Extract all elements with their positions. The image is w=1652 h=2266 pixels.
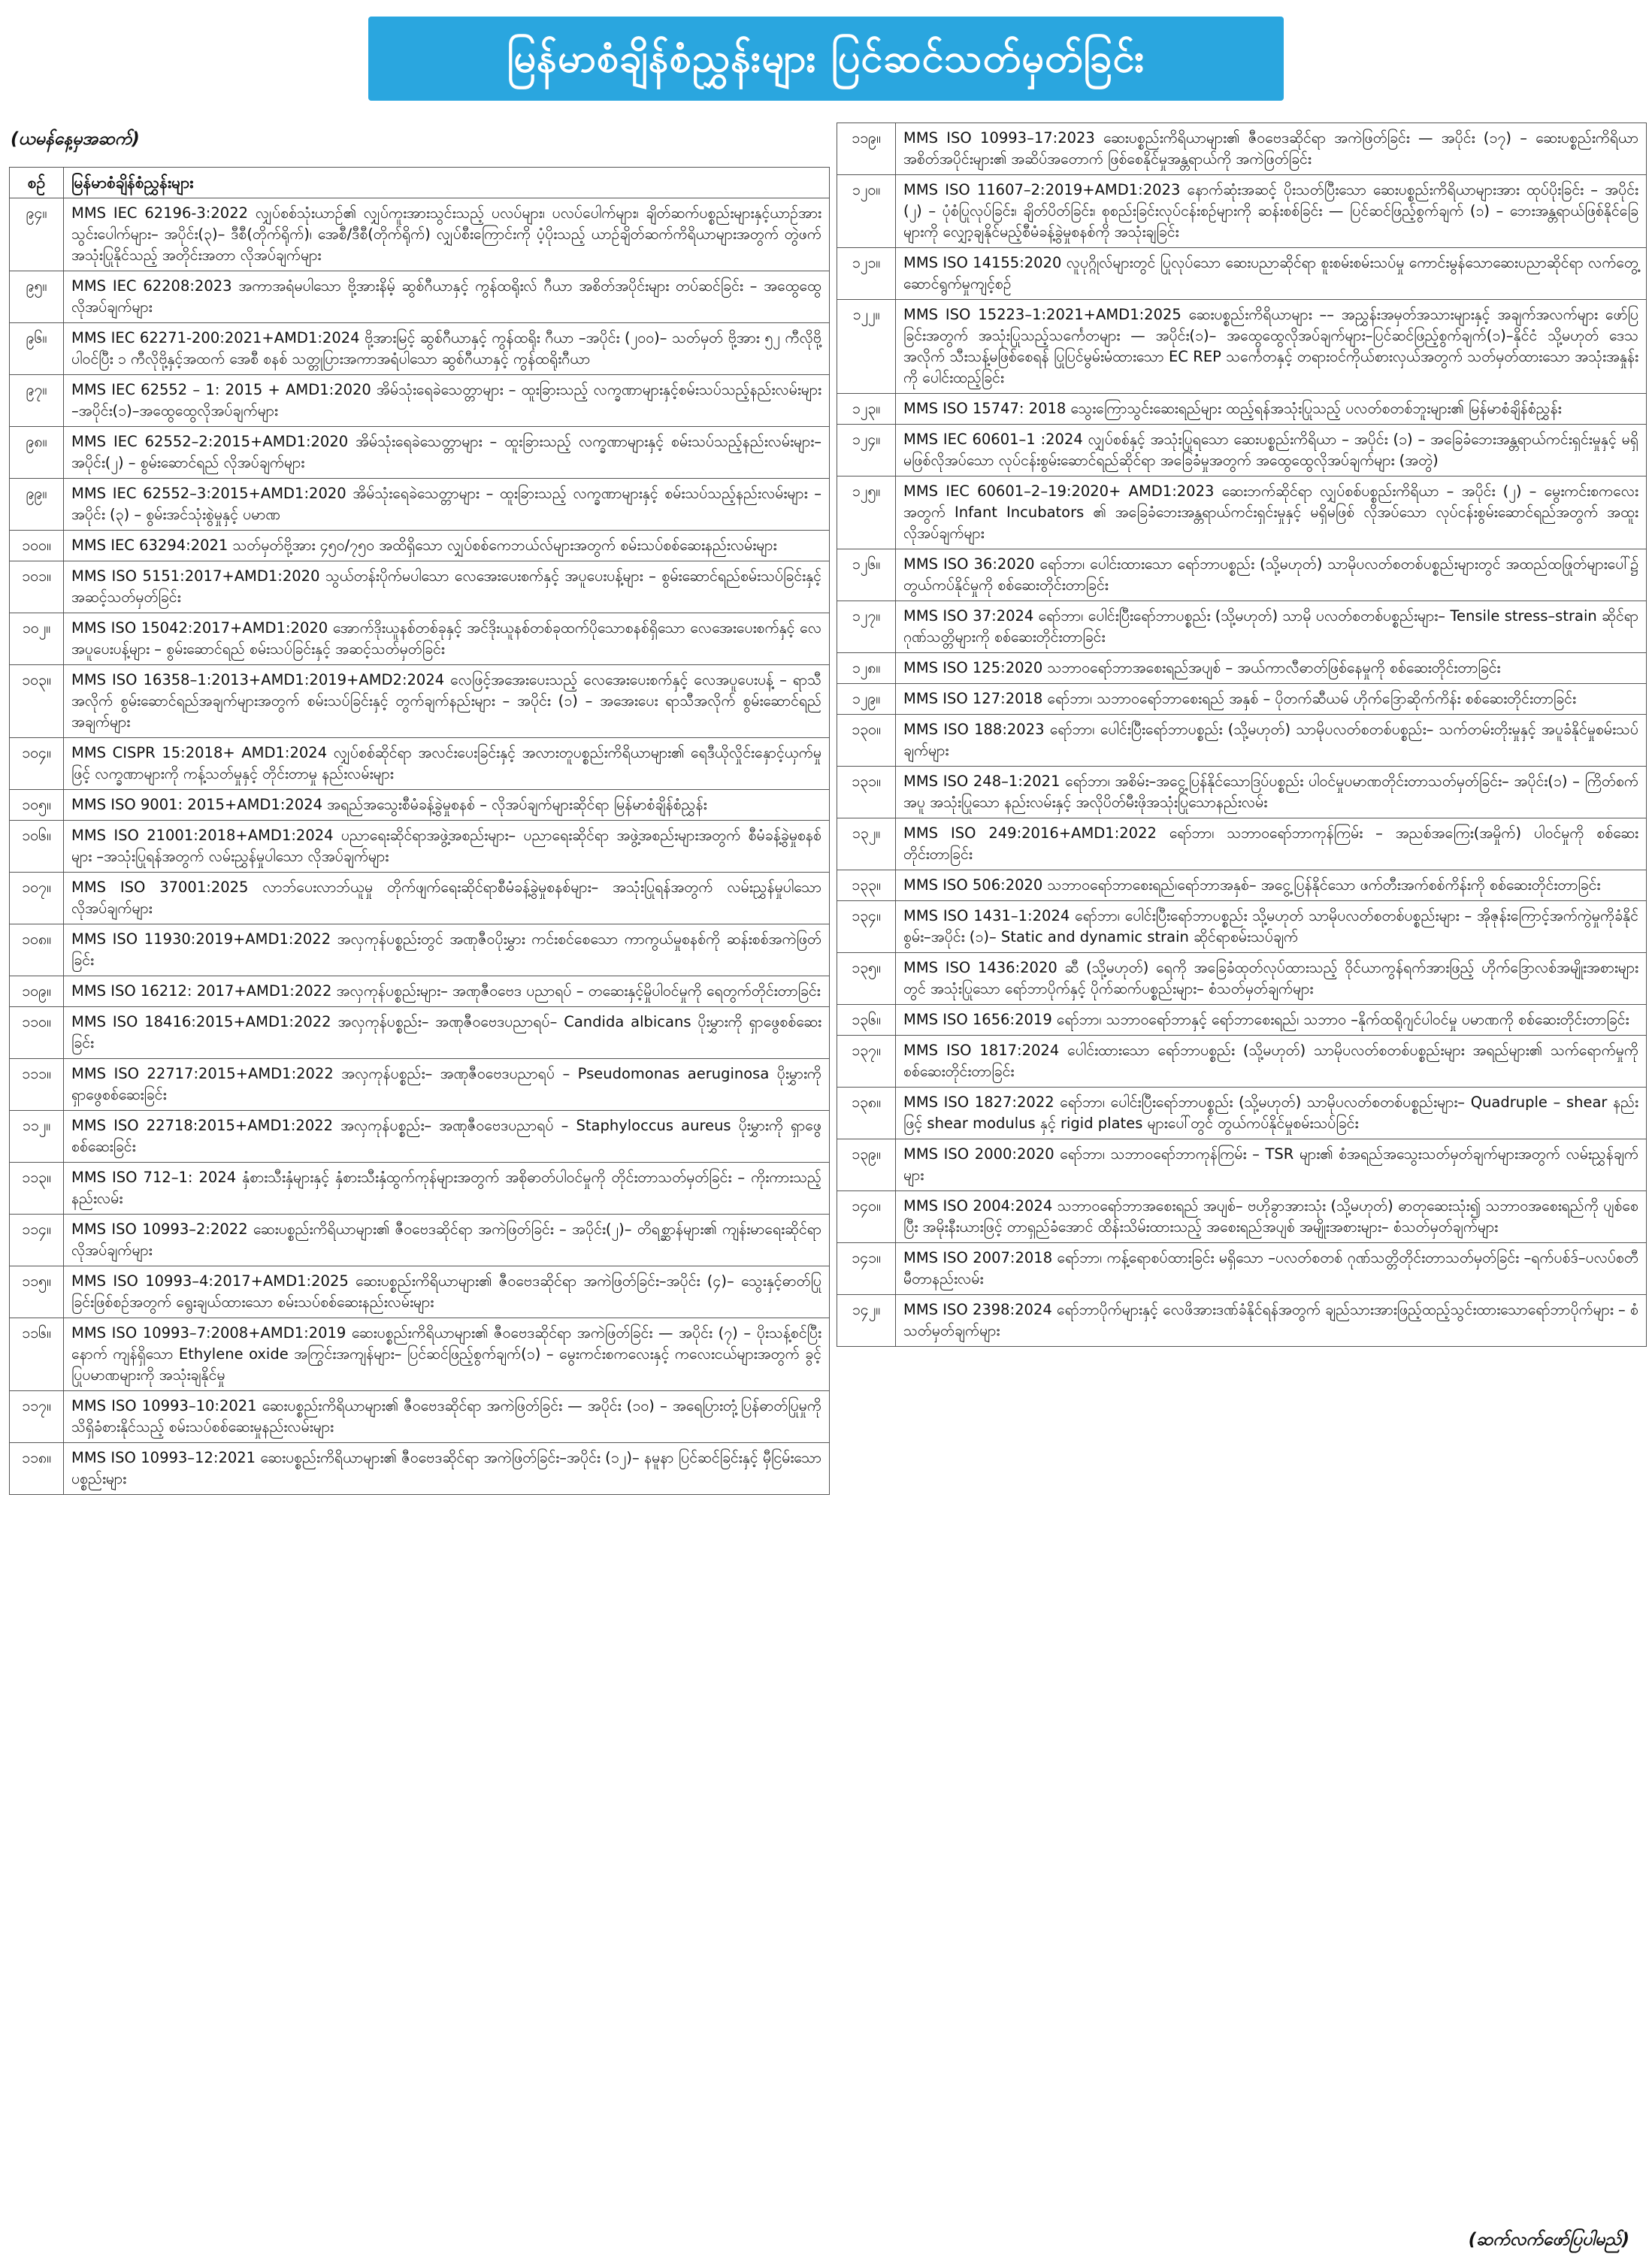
row-number: ၁၁၇။ [10,1391,64,1443]
table-row [10,375,830,427]
row-number: ၁၀၁။ [10,561,64,613]
table-row [10,924,830,976]
page-title-banner: မြန်မာစံချိန်စံညွှန်းများ ပြင်ဆင်သတ်မှတ်ခြင်း [368,17,1284,101]
standard-title: MMS IEC 62196-3:2022 လျှပ်စစ်သုံးယာဉ်၏ လျှပ်ကူးအားသွင်းသည့် ပလပ်များ၊ ပလပ်ပေါက်များ၊ ချိတ်ဆက်ပစ္စည်းများနှင့်ယာဉ်အားသွင်းပေါက်များ– အပိုင်း(၃)– ဒီစီ(တိုက်ရိုက်)၊ အေစီ/ဒီစီ(တိုက်ရိုက်) လျှပ်စီးကြောင်းကို ပံ့ပိုးသည့် ယာဉ်ချိတ်ဆက်ကိရိယာများအတွက် တွဲဖက်အသုံးပြုနိုင်သည့် အတိုင်းအတာ လိုအပ်ချက်များ [64,198,830,271]
table-row [837,300,1647,394]
table-row [10,1318,830,1391]
row-number: ၁၀၆။ [10,821,64,873]
table-row [10,821,830,873]
table-row [837,684,1647,715]
standard-title: MMS ISO 125:2020 သဘာဝရော်ဘာအစေးရည်အပျစ် – အယ်ကာလီဓာတ်ဖြစ်နေမှုကို စစ်ဆေးတိုင်းတာခြင်း [896,653,1647,684]
table-row [837,425,1647,476]
row-number: ၁၂၇။ [837,601,896,653]
table-row [837,601,1647,653]
row-number: ၉၆။ [10,323,64,375]
row-number: ၁၂၅။ [837,476,896,549]
row-number: ၁၁၀။ [10,1007,64,1059]
standard-title: MMS ISO 1431–1:2024 ရော်ဘာ၊ ပေါင်းပြီးရော်ဘာပစ္စည်း သို့မဟုတ် သာမိုပလတ်စတစ်ပစ္စည်းများ – အိုဇုန်းကြောင့်အက်ကွဲမှုကိုခံနိုင်စွမ်း–အပိုင်း (၁)– Static and dynamic strain ဆိုင်ရာစမ်းသပ်ချက် [896,901,1647,953]
row-number: ၁၂၄။ [837,425,896,476]
table-row [10,531,830,561]
standard-title: MMS ISO 16358–1:2013+AMD1:2019+AMD2:2024 လေဖြင့်အအေးပေးသည့် လေအေးပေးစက်နှင့် လေအပူပေးပန့် – ရာသီအလိုက် စွမ်းဆောင်ရည်အချက်များအတွက် စမ်းသပ်ခြင်းနှင့် တွက်ချက်နည်းများ – အပိုင်း (၁) – အအေးပေး ရာသီအလိုက် စွမ်းဆောင်ရည်အချက်များ [64,665,830,738]
standards-table-right [837,123,1647,1347]
row-number: ၁၂၀။ [837,175,896,248]
standard-title: MMS ISO 22717:2015+AMD1:2022 အလှကုန်ပစ္စည်း– အဏုဇီဝဗေဒပညာရပ် – Pseudomonas aeruginosa ပိုးမွှားကို ရှာဖွေစစ်ဆေးခြင်း [64,1059,830,1111]
standard-title: MMS ISO 127:2018 ရော်ဘာ၊ သဘာဝရော်ဘာစေးရည် အနှစ် – ပိုတက်ဆီယမ် ဟိုက်ဒြောဆိုက်ကိန်း စစ်ဆေးတိုင်းတာခြင်း [896,684,1647,715]
row-number: ၉၇။ [10,375,64,427]
standard-title: MMS ISO 10993–7:2008+AMD1:2019 ဆေးပစ္စည်းကိရိယာများ၏ ဇီဝဗေဒဆိုင်ရာ အကဲဖြတ်ခြင်း — အပိုင်း (၇) – ပိုးသန့်စင်ပြီးနောက် ကျန်ရှိသော Ethylene oxide အကြွင်းအကျန်များ– ပြင်ဆင်ဖြည့်စွက်ချက်(၁) – မွေးကင်းစကလေးနှင့် ကလေးငယ်များအတွက် ခွင့်ပြုပမာဏများကို အသုံးချနိုင်မှု [64,1318,830,1391]
standard-title: MMS ISO 11607–2:2019+AMD1:2023 နောက်ဆုံးအဆင့် ပိုးသတ်ပြီးသော ဆေးပစ္စည်းကိရိယာများအား ထုပ်ပိုးခြင်း – အပိုင်း (၂) – ပုံစံပြုလုပ်ခြင်း၊ ချိတ်ပိတ်ခြင်း၊ စုစည်းခြင်းလုပ်ငန်းစဉ်များကို ဆန်းစစ်ခြင်း — ပြင်ဆင်ဖြည့်စွက်ချက် (၁) – ဘေးအန္တရာယ်ဖြစ်နိုင်ခြေများကို လျှော့ချနိုင်မည့်စီမံခန့်ခွဲမှုစနစ်ကို အသုံးချခြင်း [896,175,1647,248]
row-number: ၁၂၉။ [837,684,896,715]
table-row [837,248,1647,300]
standard-title: MMS ISO 37001:2025 လာဘ်ပေးလာဘ်ယူမှု တိုက်ဖျက်ရေးဆိုင်ရာစီမံခန့်ခွဲမှုစနစ်များ– အသုံးပြုရန်အတွက် လမ်းညွှန်မှုပါသောလိုအပ်ချက်များ [64,873,830,924]
standard-title: MMS ISO 1817:2024 ပေါင်းထားသော ရော်ဘာပစ္စည်း (သို့မဟုတ်) သာမိုပလတ်စတစ်ပစ္စည်းများ အရည်များ၏ သက်ရောက်မှုကို စစ်ဆေးတိုင်းတာခြင်း [896,1036,1647,1088]
row-number: ၁၃၉။ [837,1139,896,1191]
standard-title: MMS ISO 37:2024 ရော်ဘာ၊ ပေါင်းပြီးရော်ဘာပစ္စည်း (သို့မဟုတ်) သာမို ပလတ်စတစ်ပစ္စည်းများ– Tensile stress–strain ဆိုင်ရာဂုဏ်သတ္တိများကို စစ်ဆေးတိုင်းတာခြင်း [896,601,1647,653]
row-number: ၁၀၃။ [10,665,64,738]
table-row [837,1005,1647,1036]
row-number: ၁၁၂။ [10,1111,64,1163]
standard-title: MMS ISO 712–1: 2024 နှံစားသီးနှံများနှင့် နှံစားသီးနှံထွက်ကုန်များအတွက် အစိုဓာတ်ပါဝင်မှုကို တိုင်းတာသတ်မှတ်ခြင်း – ကိုးကားသည့်နည်းလမ်း [64,1163,830,1215]
standard-title: MMS ISO 1656:2019 ရော်ဘာ၊ သဘာဝရော်ဘာနှင့် ရော်ဘာစေးရည်၊ သဘာဝ –နိုက်ထရိုဂျင်ပါဝင်မှု ပမာဏကို စစ်ဆေးတိုင်းတာခြင်း [896,1005,1647,1036]
standard-title: MMS IEC 62552–2:2015+AMD1:2020 အိမ်သုံးရေခဲသေတ္တာများ – ထူးခြားသည့် လက္ခဏာများနှင့် စမ်းသပ်သည့်နည်းလမ်းများ– အပိုင်း(၂) – စွမ်းဆောင်ရည် လိုအပ်ချက်များ [64,427,830,479]
table-row [837,653,1647,684]
standard-title: MMS ISO 36:2020 ရော်ဘာ၊ ပေါင်းထားသော ရော်ဘာပစ္စည်း (သို့မဟုတ်) သာမိုပလတ်စတစ်ပစ္စည်းများတွင် အထည်ထဖြုတ်များပေါ်၌ တွယ်ကပ်နိုင်မှုကို စစ်ဆေးတိုင်းတာခြင်း [896,549,1647,601]
standard-title: MMS ISO 2007:2018 ရော်ဘာ၊ ကန့်ရောစပ်ထားခြင်း မရှိသော –ပလတ်စတစ် ဂုဏ်သတ္တိတိုင်းတာသတ်မှတ်ခြင်း –ရက်ပစ်ဒ်–ပလပ်စတီမီတာနည်းလမ်း [896,1243,1647,1295]
table-row [837,394,1647,425]
standard-title: MMS ISO 9001: 2015+AMD1:2024 အရည်အသွေးစီမံခန့်ခွဲမှုစနစ် – လိုအပ်ချက်များဆိုင်ရာ မြန်မာစံချိန်စံညွှန်း [64,790,830,821]
table-row [837,767,1647,818]
standard-title: MMS ISO 10993–12:2021 ဆေးပစ္စည်းကိရိယာများ၏ ဇီဝဗေဒဆိုင်ရာ အကဲဖြတ်ခြင်း–အပိုင်း (၁၂)– နမူနာ ပြင်ဆင်ခြင်းနှင့် မှီငြမ်းသောပစ္စည်းများ [64,1443,830,1495]
standard-title: MMS ISO 10993–2:2022 ဆေးပစ္စည်းကိရိယာများ၏ ဇီဝဗေဒဆိုင်ရာ အကဲဖြတ်ခြင်း – အပိုင်း(၂)– တိရစ္ဆာန်များ၏ ကျန်းမာရေးဆိုင်ရာ လိုအပ်ချက်များ [64,1215,830,1266]
table-row [10,1059,830,1111]
standard-title: MMS IEC 60601–1 :2024 လျှပ်စစ်နှင့် အသုံးပြုရသော ဆေးပစ္စည်းကိရိယာ – အပိုင်း (၁) – အခြေခံဘေးအန္တရာယ်ကင်းရှင်းမှုနှင့် မရှိမဖြစ်လိုအပ်သော လုပ်ငန်းစွမ်းဆောင်ရည်ဆိုင်ရာ အခြေခံမှုအတွက် အထွေထွေလိုအပ်ချက်များ (အတွဲ) [896,425,1647,476]
row-number: ၁၀၈။ [10,924,64,976]
row-number: ၁၂၃။ [837,394,896,425]
table-row [837,1191,1647,1243]
standard-title: MMS ISO 11930:2019+AMD1:2022 အလှကုန်ပစ္စည်းတွင် အဏုဇီဝပိုးမွှား ကင်းစင်စေသော ကာကွယ်မှုစနစ်ကို ဆန်းစစ်အကဲဖြတ်ခြင်း [64,924,830,976]
row-number: ၁၃၁။ [837,767,896,818]
standard-title: MMS ISO 249:2016+AMD1:2022 ရော်ဘာ၊ သဘာဝရော်ဘာကုန်ကြမ်း – အညစ်အကြေး(အမှိုက်) ပါဝင်မှုကို စစ်ဆေးတိုင်းတာခြင်း [896,818,1647,870]
standard-title: MMS ISO 248–1:2021 ရော်ဘာ၊ အစိမ်း–အငွေ့ပြန်နိုင်သောဒြပ်ပစ္စည်း ပါဝင်မှုပမာဏတိုင်းတာသတ်မှတ်ခြင်း– အပိုင်း(၁) – ကြိတ်စက်အပူ အသုံးပြုသော နည်းလမ်းနှင့် အလိုပိတ်မီးဖိုအသုံးပြုသောနည်းလမ်း [896,767,1647,818]
standard-title: MMS IEC 62552 – 1: 2015 + AMD1:2020 အိမ်သုံးရေခဲသေတ္တာများ – ထူးခြားသည့် လက္ခဏာများနှင့်စမ်းသပ်သည့်နည်းလမ်းများ –အပိုင်း(၁)–အထွေထွေလိုအပ်ချက်များ [64,375,830,427]
row-number: ၁၁၁။ [10,1059,64,1111]
standard-title: MMS ISO 18416:2015+AMD1:2022 အလှကုန်ပစ္စည်း– အဏုဇီဝဗေဒပညာရပ်– Candida albicans ပိုးမွှားကို ရှာဖွေစစ်ဆေးခြင်း [64,1007,830,1059]
row-number: ၁၂၁။ [837,248,896,300]
row-number: ၁၄၀။ [837,1191,896,1243]
table-row [10,738,830,790]
row-number: ၁၀၇။ [10,873,64,924]
table-row [837,901,1647,953]
row-number: ၁၁၃။ [10,1163,64,1215]
standard-title: MMS ISO 15223–1:2021+AMD1:2025 ဆေးပစ္စည်းကိရိယာများ –– အညွှန်းအမှတ်အသားများနှင့် အချက်အလက်များ ဖော်ပြခြင်းအတွက် အသုံးပြုသည့်သင်္ကေတများ — အပိုင်း(၁)– အထွေထွေလိုအပ်ချက်များ–ပြင်ဆင်ဖြည့်စွက်ချက်(၁)–နိုင်ငံ သို့မဟုတ် ဒေသအလိုက် သီးသန့်မဖြစ်စေရန် ပြုပြင်မွမ်းမံထားသော EC REP သင်္ကေတနှင့် တရားဝင်ကိုယ်စားလှယ်အတွက် သတ်မှတ်ထားသော အသုံးအနှုန်းကို ပေါင်းထည့်ခြင်း [896,300,1647,394]
row-number: ၉၉။ [10,479,64,531]
row-number: ၁၃၃။ [837,870,896,901]
row-number: ၁၀၀။ [10,531,64,561]
table-row [10,561,830,613]
table-header-row [10,168,830,198]
table-row [837,953,1647,1005]
table-row [10,1266,830,1318]
row-number: ၁၄၁။ [837,1243,896,1295]
table-row [837,476,1647,549]
table-row [10,1215,830,1266]
table-row [837,549,1647,601]
standard-title: MMS ISO 10993–4:2017+AMD1:2025 ဆေးပစ္စည်းကိရိယာများ၏ ဇီဝဗေဒဆိုင်ရာ အကဲဖြတ်ခြင်း–အပိုင်း (၄)– သွေးနှင့်ဓာတ်ပြုခြင်းဖြစ်စဉ်အတွက် ရွေးချယ်ထားသော စမ်းသပ်စစ်ဆေးနည်းလမ်းများ [64,1266,830,1318]
table-row [10,665,830,738]
table-row [10,613,830,665]
standard-title: MMS ISO 22718:2015+AMD1:2022 အလှကုန်ပစ္စည်း– အဏုဇီဝဗေဒပညာရပ် – Staphyloccus aureus ပိုးမွှားကို ရှာဖွေစစ်ဆေးခြင်း [64,1111,830,1163]
table-row [10,323,830,375]
table-row [10,976,830,1007]
row-number: ၁၀၂။ [10,613,64,665]
row-number: ၁၃၄။ [837,901,896,953]
row-number: ၁၁၉။ [837,123,896,175]
standard-title: MMS ISO 2398:2024 ရော်ဘာပိုက်များနှင့် လေဖိအားဒဏ်ခံနိုင်ရန်အတွက် ချည်သားအားဖြည့်ထည့်သွင်းထားသောရော်ဘာပိုက်များ – စံသတ်မှတ်ချက်များ [896,1295,1647,1347]
standard-title: MMS ISO 16212: 2017+AMD1:2022 အလှကုန်ပစ္စည်းများ– အဏုဇီဝဗေဒ ပညာရပ် – တဆေးနှင့်မှိုပါဝင်မှုကို ရေတွက်တိုင်းတာခြင်း [64,976,830,1007]
standard-title: MMS ISO 15042:2017+AMD1:2020 အောက်ဒိုးယူနစ်တစ်ခုနှင့် အင်ဒိုးယူနစ်တစ်ခုထက်ပိုသောစနစ်ရှိသော လေအေးပေးစက်နှင့် လေအပူပေးပန့်များ – စွမ်းဆောင်ရည် စမ်းသပ်ခြင်းနှင့် အဆင့်သတ်မှတ်ခြင်း [64,613,830,665]
row-number: ၁၂၂။ [837,300,896,394]
standard-title: MMS IEC 62552–3:2015+AMD1:2020 အိမ်သုံးရေခဲသေတ္တာများ – ထူးခြားသည့် လက္ခဏာများနှင့် စမ်းသပ်သည့်နည်းလမ်းများ –အပိုင်း (၃) – စွမ်းအင်သုံးစွဲမှုနှင့် ပမာဏ [64,479,830,531]
standard-title: MMS ISO 506:2020 သဘာဝရော်ဘာစေးရည်၊ရော်ဘာအနှစ်– အငွေ့ပြန်နိုင်သော ဖက်တီးအက်စစ်ကိန်းကို စစ်ဆေးတိုင်းတာခြင်း [896,870,1647,901]
row-number: ၁၂၈။ [837,653,896,684]
table-row [837,1139,1647,1191]
standard-title: MMS IEC 63294:2021 သတ်မှတ်ဗို့အား ၄၅၀/၇၅၀ အထိရှိသော လျှပ်စစ်ကေဘယ်လ်များအတွက် စမ်းသပ်စစ်ဆေးနည်းလမ်းများ [64,531,830,561]
row-number: ၁၃၆။ [837,1005,896,1036]
standard-title: MMS ISO 2000:2020 ရော်ဘာ၊ သဘာဝရော်ဘာကုန်ကြမ်း – TSR များ၏ စံအရည်အသွေးသတ်မှတ်ချက်များအတွက် လမ်းညွှန်ချက်များ [896,1139,1647,1191]
standard-title: MMS ISO 14155:2020 လူပုဂ္ဂိုလ်များတွင် ပြုလုပ်သော ဆေးပညာဆိုင်ရာ စူးစမ်းစမ်းသပ်မှု ကောင်းမွန်သောဆေးပညာဆိုင်ရာ လက်တွေ့ဆောင်ရွက်မှုကျင့်စဉ် [896,248,1647,300]
table-row [837,1295,1647,1347]
table-row [10,1111,830,1163]
standard-title: MMS ISO 5151:2017+AMD1:2020 သွယ်တန်းပိုက်မပါသော လေအေးပေးစက်နှင့် အပူပေးပန့်များ – စွမ်းဆောင်ရည်စမ်းသပ်ခြင်းနှင့် အဆင့်သတ်မှတ်ခြင်း [64,561,830,613]
table-row [10,1007,830,1059]
standard-title: MMS ISO 188:2023 ရော်ဘာ၊ ပေါင်းပြီးရော်ဘာပစ္စည်း (သို့မဟုတ်) သာမိုပလတ်စတစ်ပစ္စည်း– သက်တမ်းတိုးမှုနှင့် အပူခံနိုင်မှုစမ်းသပ်ချက်များ [896,715,1647,767]
row-number: ၁၀၉။ [10,976,64,1007]
row-number: ၁၄၂။ [837,1295,896,1347]
row-number: ၁၁၅။ [10,1266,64,1318]
table-row [10,1391,830,1443]
standard-title: MMS ISO 10993–10:2021 ဆေးပစ္စည်းကိရိယာများ၏ ဇီဝဗေဒဆိုင်ရာ အကဲဖြတ်ခြင်း — အပိုင်း (၁၀) – အရေပြားတုံ့ပြန်ဓာတ်ပြုမှုကို သိရှိခံစားနိုင်သည့် စမ်းသပ်စစ်ဆေးမှုနည်းလမ်းများ [64,1391,830,1443]
row-number: ၉၄။ [10,198,64,271]
continued-from-note: (ယမန်နေ့မှအဆက်) [11,129,140,149]
table-row [10,1443,830,1495]
table-row [837,715,1647,767]
table-row [10,479,830,531]
table-row [837,1088,1647,1139]
table-row [837,870,1647,901]
table-row [837,123,1647,175]
row-number: ၁၁၆။ [10,1318,64,1391]
table-row [10,427,830,479]
row-number: ၁၁၈။ [10,1443,64,1495]
table-row [10,1163,830,1215]
standard-title: MMS ISO 1827:2022 ရော်ဘာ၊ ပေါင်းပြီးရော်ဘာပစ္စည်း (သို့မဟုတ်) သာမိုပလတ်စတစ်ပစ္စည်းများ– Quadruple – shear နည်းဖြင့် shear modulus နှင့် rigid plates များပေါ်တွင် တွယ်ကပ်နိုင်မှုစမ်းသပ်ခြင်း [896,1088,1647,1139]
table-row [10,198,830,271]
table-row [837,1036,1647,1088]
table-row [837,1243,1647,1295]
row-number: ၁၃၈။ [837,1088,896,1139]
standard-title: MMS IEC 60601–2–19:2020+ AMD1:2023 ဆေးဘက်ဆိုင်ရာ လျှပ်စစ်ပစ္စည်းကိရိယာ – အပိုင်း (၂) – မွေးကင်းစကလေးအတွက် Infant Incubators ၏ အခြေခံဘေးအန္တရာယ်ကင်းရှင်းမှုနှင့် မရှိမဖြစ် လိုအပ်သော လုပ်ငန်းစွမ်းဆောင်ရည်အတွက် အထူးလိုအပ်ချက်များ [896,476,1647,549]
standards-table-left [9,167,830,1495]
table-row [10,873,830,924]
standard-title: MMS CISPR 15:2018+ AMD1:2024 လျှပ်စစ်ဆိုင်ရာ အလင်းပေးခြင်းနှင့် အလားတူပစ္စည်းကိရိယာများ၏ ရေဒီယိုလှိုင်းနှောင့်ယှက်မှုဖြင့် လက္ခဏာများကို ကန့်သတ်မှုနှင့် တိုင်းတာမှု နည်းလမ်းများ [64,738,830,790]
table-row [10,790,830,821]
standard-title: MMS ISO 1436:2020 ဆီ (သို့မဟုတ်) ရေကို အခြေခံထုတ်လုပ်ထားသည့် ဝိုင်ယာကွန်ရက်အားဖြည့် ဟိုက်ဒြောလစ်အမျိုးအစားများတွင် အသုံးပြုသော ရော်ဘာပိုက်နှင့် ပိုက်ဆက်ပစ္စည်းများ– စံသတ်မှတ်ချက်များ [896,953,1647,1005]
row-number: ၁၁၄။ [10,1215,64,1266]
row-number: ၉၅။ [10,271,64,323]
row-number: ၁၃၂။ [837,818,896,870]
row-number: ၁၃၇။ [837,1036,896,1088]
standard-title: MMS ISO 10993–17:2023 ဆေးပစ္စည်းကိရိယာများ၏ ဇီဝဗေဒဆိုင်ရာ အကဲဖြတ်ခြင်း — အပိုင်း (၁၇) – ဆေးပစ္စည်းကိရိယာအစိတ်အပိုင်းများ၏ အဆိပ်အတောက် ဖြစ်စေနိုင်မှုအန္တရာယ်ကို အကဲဖြတ်ခြင်း [896,123,1647,175]
table-row [837,818,1647,870]
header-no: စဉ် [10,168,64,198]
row-number: ၁၃၅။ [837,953,896,1005]
standard-title: MMS ISO 21001:2018+AMD1:2024 ပညာရေးဆိုင်ရာအဖွဲ့အစည်းများ– ပညာရေးဆိုင်ရာ အဖွဲ့အစည်းများအတွက် စီမံခန့်ခွဲမှုစနစ်များ –အသုံးပြုရန်အတွက် လမ်းညွှန်မှုပါသော လိုအပ်ချက်များ [64,821,830,873]
row-number: ၁၀၅။ [10,790,64,821]
row-number: ၁၂၆။ [837,549,896,601]
table-row [837,175,1647,248]
row-number: ၉၈။ [10,427,64,479]
standard-title: MMS ISO 2004:2024 သဘာဝရော်ဘာအစေးရည် အပျစ်– ဗဟိုခွာအားသုံး (သို့မဟုတ်) ဓာတုဆေးသုံး၍ သဘာဝအစေးရည်ကို ပျစ်စေပြီး အမိုးနီးယားဖြင့် တာရှည်ခံအောင် ထိန်းသိမ်းထားသည့် အစေးရည်အပျစ် အမျိုးအစားများ– စံသတ်မှတ်ချက်များ [896,1191,1647,1243]
row-number: ၁၀၄။ [10,738,64,790]
header-title: မြန်မာစံချိန်စံညွှန်းများ [64,168,830,198]
table-row [10,271,830,323]
standard-title: MMS ISO 15747: 2018 သွေးကြောသွင်းဆေးရည်များ ထည့်ရန်အသုံးပြုသည့် ပလတ်စတစ်ဘူးများ၏ မြန်မာစံချိန်စံညွှန်း [896,394,1647,425]
continued-to-note: (ဆက်လက်ဖော်ပြပါမည်) [1468,2230,1629,2249]
standard-title: MMS IEC 62208:2023 အကာအရံမပါသော ဗို့အားနိမ့် ဆွစ်ဂီယာနှင့် ကွန်ထရိုးလ် ဂီယာ အစိတ်အပိုင်းများ တပ်ဆင်ခြင်း – အထွေထွေလိုအပ်ချက်များ [64,271,830,323]
row-number: ၁၃၀။ [837,715,896,767]
standard-title: MMS IEC 62271-200:2021+AMD1:2024 ဗို့အားမြင့် ဆွစ်ဂီယာနှင့် ကွန်ထရိုး ဂီယာ –အပိုင်း (၂၀၀)– သတ်မှတ် ဗို့အား ၅၂ ကီလိုဗို့ ပါဝင်ပြီး ၁ ကီလိုဗို့နှင့်အထက် အေစီ စနစ် သတ္တုပြားအကာအရံပါသော ဆွစ်ဂီယာနှင့် ကွန်ထရိုးဂီယာ [64,323,830,375]
